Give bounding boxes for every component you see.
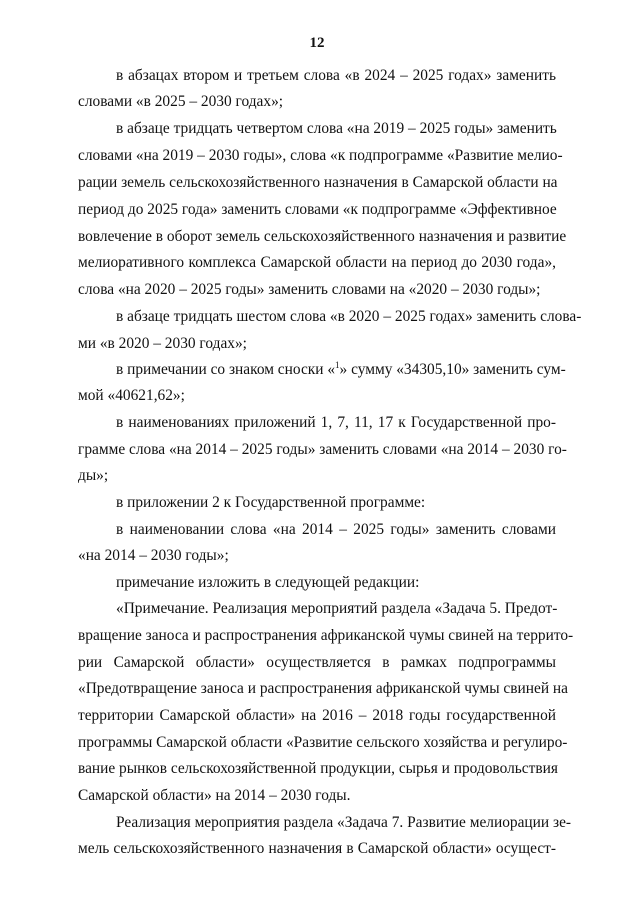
text-line: «на 2014 – 2030 годы»;	[78, 547, 229, 564]
footnote-text-line	[116, 360, 566, 380]
text-line: в наименованиях приложений 1, 7, 11, 17 к Государственной про-	[116, 414, 556, 431]
page-number: 12	[309, 35, 325, 51]
text-line: Самарской области» на 2014 – 2030 годы.	[78, 787, 351, 804]
footnote-mark: 1	[335, 360, 340, 370]
text-line: «Предотвращение заноса и распространения африканской чумы свиней на	[78, 680, 568, 697]
text-line: рии Самарской области» осуществляется в рамках подпрограммы	[78, 654, 556, 671]
text-line: программы Самарской области «Развитие сельского хозяйства и регулиро-	[78, 734, 568, 751]
text-line: вовлечение в оборот земель сельскохозяйственного назначения и развитие	[78, 228, 567, 245]
text-line: грамме слова «на 2014 – 2025 годы» заменить словами «на 2014 – 2030 го-	[78, 441, 567, 458]
text-line: мель сельскохозяйственного назначения в Самарской области» осущест-	[78, 840, 556, 857]
text-line: в наименовании слова «на 2014 – 2025 годы» заменить словами	[116, 521, 556, 538]
text-line: в абзаце тридцать шестом слова «в 2020 – 2025 годах» заменить слова-	[116, 308, 582, 325]
text-line: мелиоративного комплекса Самарской области на период до 2030 года»,	[78, 254, 556, 271]
text-line: словами «в 2025 – 2030 годах»;	[78, 93, 284, 110]
text-line: мой «40621,62»;	[78, 387, 185, 404]
text-line: рации земель сельскохозяйственного назначения в Самарской области на	[78, 174, 558, 191]
text-segment: » сумму «34305,10» заменить сум-	[339, 361, 566, 378]
text-line: Реализация мероприятия раздела «Задача 7. Развитие мелиорации зе-	[116, 814, 572, 831]
text-segment: в примечании со знаком сноски «	[116, 361, 336, 378]
text-line: вращение заноса и распространения африканской чумы свиней на террито-	[78, 627, 574, 644]
text-line: примечание изложить в следующей редакции:	[116, 574, 420, 591]
text-line: территории Самарской области» на 2016 – 2018 годы государственной	[78, 707, 556, 724]
text-line: «Примечание. Реализация мероприятий раздела «Задача 5. Предот-	[116, 600, 558, 617]
text-line: период до 2025 года» заменить словами «к подпрограмме «Эффективное	[78, 201, 557, 218]
text-line: в абзаце тридцать четвертом слова «на 2019 – 2025 годы» заменить	[116, 120, 557, 137]
text-line: слова «на 2020 – 2025 годы» заменить словами на «2020 – 2030 годы»;	[78, 281, 541, 298]
text-line: словами «на 2019 – 2030 годы», слова «к подпрограмме «Развитие мелио-	[78, 147, 563, 164]
text-line: в абзацах втором и третьем слова «в 2024 – 2025 годах» заменить	[116, 67, 556, 84]
text-line: в приложении 2 к Государственной программе:	[116, 494, 426, 511]
text-line: вание рынков сельскохозяйственной продукции, сырья и продовольствия	[78, 760, 558, 777]
text-line: ды»;	[78, 467, 109, 484]
text-line: ми «в 2020 – 2030 годах»;	[78, 335, 247, 352]
